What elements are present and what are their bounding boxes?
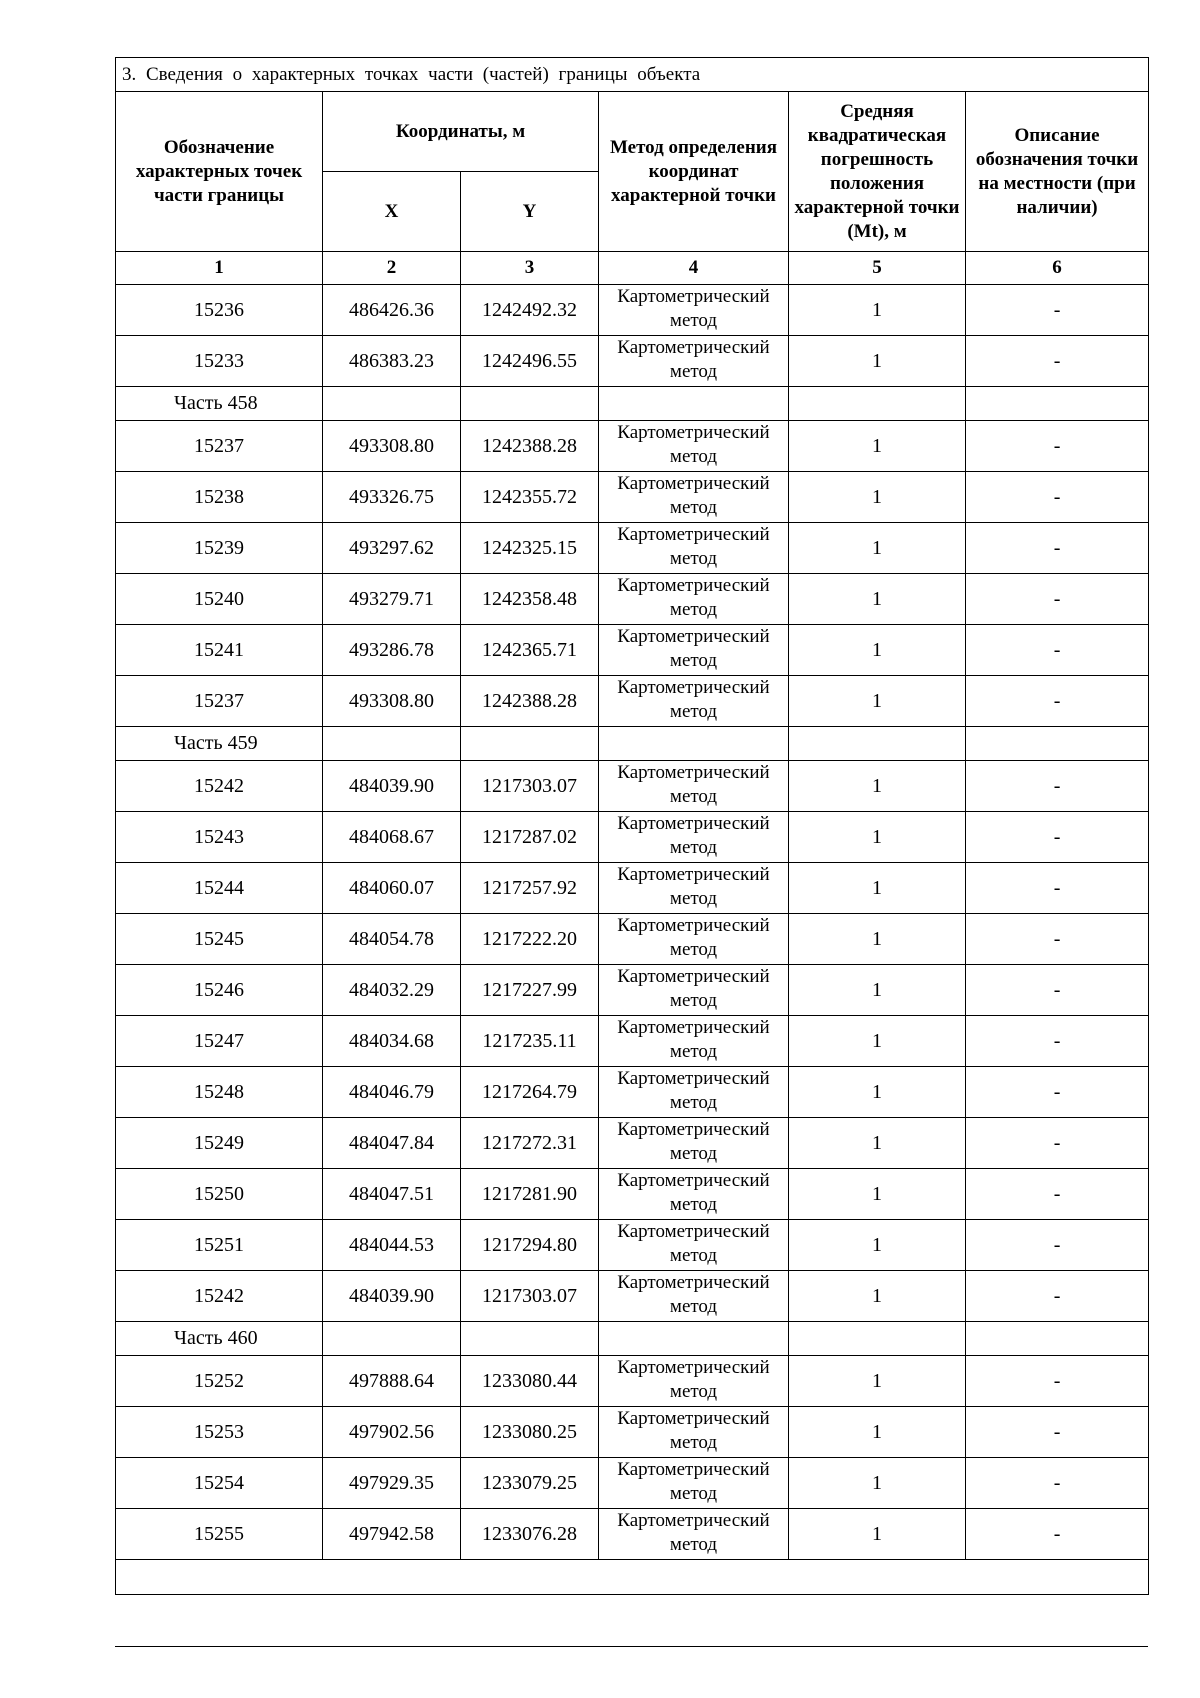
y-coordinate-cell: 1233080.44 [461, 1356, 599, 1407]
method-line: метод [669, 1432, 718, 1453]
x-coordinate-cell: 497888.64 [323, 1356, 461, 1407]
method-line: метод [669, 837, 718, 858]
x-coordinate-cell: 484039.90 [323, 1271, 461, 1322]
table-row [116, 1458, 1149, 1509]
method-cell [599, 761, 789, 812]
method-line: метод [669, 1381, 718, 1402]
table-row [116, 863, 1149, 914]
description-cell: - [966, 1509, 1149, 1560]
method-line: метод [669, 1483, 718, 1504]
y-coordinate-cell: 1217303.07 [461, 761, 599, 812]
point-id-cell: 15253 [116, 1407, 323, 1458]
table-caption: 3. Сведения о характерных точках части (частей) границы объекта [116, 58, 1149, 92]
method-line: Картометрический [617, 1510, 770, 1531]
table-row [116, 1169, 1149, 1220]
y-coordinate-cell: 1217281.90 [461, 1169, 599, 1220]
description-cell: - [966, 574, 1149, 625]
part-empty-cell [461, 727, 599, 761]
method-cell [599, 1509, 789, 1560]
method-cell [599, 1458, 789, 1509]
point-id-cell: 15249 [116, 1118, 323, 1169]
part-empty-cell [323, 387, 461, 421]
header-method: Метод определения координат характерной точки [599, 92, 789, 252]
method-line: Картометрический [617, 286, 770, 307]
header-description: Описание обозначения точки на местности (при наличии) [966, 92, 1149, 252]
method-line: Картометрический [617, 1119, 770, 1140]
method-line: метод [669, 599, 718, 620]
part-empty-cell [599, 1322, 789, 1356]
column-number: 1 [116, 252, 323, 285]
empty-row [116, 1560, 1149, 1595]
table-row [116, 285, 1149, 336]
description-cell: - [966, 965, 1149, 1016]
description-cell: - [966, 761, 1149, 812]
part-empty-cell [323, 1322, 461, 1356]
mean-error-cell: 1 [789, 965, 966, 1016]
method-line: метод [669, 548, 718, 569]
point-id-cell: 15255 [116, 1509, 323, 1560]
description-cell: - [966, 676, 1149, 727]
y-coordinate-cell: 1242365.71 [461, 625, 599, 676]
header-point-designation: Обозначение характерных точек части границы [116, 92, 323, 252]
method-line: метод [669, 1092, 718, 1113]
point-id-cell: 15246 [116, 965, 323, 1016]
x-coordinate-cell: 493308.80 [323, 421, 461, 472]
part-empty-cell [599, 727, 789, 761]
part-row [116, 1322, 1149, 1356]
empty-cell [116, 1560, 1149, 1595]
x-coordinate-cell: 484039.90 [323, 761, 461, 812]
part-empty-cell [966, 727, 1149, 761]
x-coordinate-cell: 493326.75 [323, 472, 461, 523]
method-line: Картометрический [617, 813, 770, 834]
method-line: метод [669, 1245, 718, 1266]
x-coordinate-cell: 493308.80 [323, 676, 461, 727]
y-coordinate-cell: 1242492.32 [461, 285, 599, 336]
table-row [116, 625, 1149, 676]
part-label: Часть 459 [116, 727, 323, 761]
x-coordinate-cell: 484047.51 [323, 1169, 461, 1220]
method-cell [599, 863, 789, 914]
table-row [116, 421, 1149, 472]
x-coordinate-cell: 497902.56 [323, 1407, 461, 1458]
y-coordinate-cell: 1242358.48 [461, 574, 599, 625]
method-cell [599, 421, 789, 472]
y-coordinate-cell: 1242496.55 [461, 336, 599, 387]
method-line: Картометрический [617, 575, 770, 596]
table-row [116, 914, 1149, 965]
part-empty-cell [461, 387, 599, 421]
method-cell [599, 914, 789, 965]
method-line: Картометрический [617, 1170, 770, 1191]
table-row [116, 472, 1149, 523]
method-line: Картометрический [617, 524, 770, 545]
y-coordinate-cell: 1242325.15 [461, 523, 599, 574]
header-x: X [323, 172, 461, 252]
table-row [116, 1356, 1149, 1407]
method-cell [599, 1407, 789, 1458]
method-line: метод [669, 446, 718, 467]
header-y: Y [461, 172, 599, 252]
method-line: метод [669, 310, 718, 331]
y-coordinate-cell: 1217303.07 [461, 1271, 599, 1322]
x-coordinate-cell: 497929.35 [323, 1458, 461, 1509]
x-coordinate-cell: 486383.23 [323, 336, 461, 387]
column-number: 3 [461, 252, 599, 285]
point-id-cell: 15243 [116, 812, 323, 863]
description-cell: - [966, 1067, 1149, 1118]
y-coordinate-cell: 1233076.28 [461, 1509, 599, 1560]
y-coordinate-cell: 1242388.28 [461, 676, 599, 727]
mean-error-cell: 1 [789, 1169, 966, 1220]
method-cell [599, 1016, 789, 1067]
y-coordinate-cell: 1233080.25 [461, 1407, 599, 1458]
method-cell [599, 965, 789, 1016]
y-coordinate-cell: 1217235.11 [461, 1016, 599, 1067]
method-line: метод [669, 990, 718, 1011]
mean-error-cell: 1 [789, 336, 966, 387]
description-cell: - [966, 285, 1149, 336]
mean-error-cell: 1 [789, 285, 966, 336]
point-id-cell: 15237 [116, 676, 323, 727]
table-row [116, 965, 1149, 1016]
footer-rule [115, 1646, 1148, 1647]
point-id-cell: 15254 [116, 1458, 323, 1509]
table-row [116, 1118, 1149, 1169]
method-line: Картометрический [617, 762, 770, 783]
method-cell [599, 1271, 789, 1322]
x-coordinate-cell: 493297.62 [323, 523, 461, 574]
method-line: метод [669, 786, 718, 807]
mean-error-cell: 1 [789, 761, 966, 812]
table-row [116, 1271, 1149, 1322]
mean-error-cell: 1 [789, 914, 966, 965]
point-id-cell: 15239 [116, 523, 323, 574]
description-cell: - [966, 863, 1149, 914]
part-empty-cell [323, 727, 461, 761]
method-line: Картометрический [617, 1272, 770, 1293]
x-coordinate-cell: 484047.84 [323, 1118, 461, 1169]
method-cell [599, 1118, 789, 1169]
y-coordinate-cell: 1242355.72 [461, 472, 599, 523]
table-row [116, 574, 1149, 625]
point-id-cell: 15250 [116, 1169, 323, 1220]
table-row [116, 761, 1149, 812]
method-line: метод [669, 1296, 718, 1317]
point-id-cell: 15240 [116, 574, 323, 625]
method-line: Картометрический [617, 1408, 770, 1429]
method-line: метод [669, 1143, 718, 1164]
table-row [116, 523, 1149, 574]
mean-error-cell: 1 [789, 863, 966, 914]
column-number: 5 [789, 252, 966, 285]
method-line: Картометрический [617, 864, 770, 885]
description-cell: - [966, 472, 1149, 523]
y-coordinate-cell: 1217222.20 [461, 914, 599, 965]
point-id-cell: 15252 [116, 1356, 323, 1407]
method-line: метод [669, 939, 718, 960]
point-id-cell: 15236 [116, 285, 323, 336]
method-line: Картометрический [617, 1221, 770, 1242]
point-id-cell: 15237 [116, 421, 323, 472]
description-cell: - [966, 914, 1149, 965]
method-line: Картометрический [617, 1017, 770, 1038]
method-cell [599, 625, 789, 676]
x-coordinate-cell: 484068.67 [323, 812, 461, 863]
method-cell [599, 676, 789, 727]
point-id-cell: 15242 [116, 1271, 323, 1322]
part-label: Часть 460 [116, 1322, 323, 1356]
part-empty-cell [599, 387, 789, 421]
mean-error-cell: 1 [789, 812, 966, 863]
method-line: Картометрический [617, 1068, 770, 1089]
method-line: Картометрический [617, 1357, 770, 1378]
mean-error-cell: 1 [789, 1016, 966, 1067]
description-cell: - [966, 1016, 1149, 1067]
description-cell: - [966, 1458, 1149, 1509]
method-line: Картометрический [617, 1459, 770, 1480]
description-cell: - [966, 1271, 1149, 1322]
method-cell [599, 574, 789, 625]
document-sheet [115, 57, 1148, 1595]
y-coordinate-cell: 1217264.79 [461, 1067, 599, 1118]
mean-error-cell: 1 [789, 625, 966, 676]
method-line: Картометрический [617, 337, 770, 358]
part-label: Часть 458 [116, 387, 323, 421]
table-body [116, 285, 1149, 1560]
part-empty-cell [461, 1322, 599, 1356]
mean-error-cell: 1 [789, 1509, 966, 1560]
part-empty-cell [789, 1322, 966, 1356]
method-cell [599, 1169, 789, 1220]
mean-error-cell: 1 [789, 1458, 966, 1509]
description-cell: - [966, 1220, 1149, 1271]
method-line: метод [669, 701, 718, 722]
method-line: Картометрический [617, 677, 770, 698]
x-coordinate-cell: 484060.07 [323, 863, 461, 914]
x-coordinate-cell: 484032.29 [323, 965, 461, 1016]
point-id-cell: 15247 [116, 1016, 323, 1067]
method-cell [599, 1220, 789, 1271]
mean-error-cell: 1 [789, 421, 966, 472]
method-cell [599, 1067, 789, 1118]
header-coordinates: Координаты, м [323, 92, 599, 172]
table-row [116, 336, 1149, 387]
x-coordinate-cell: 484054.78 [323, 914, 461, 965]
point-id-cell: 15245 [116, 914, 323, 965]
method-cell [599, 523, 789, 574]
point-id-cell: 15233 [116, 336, 323, 387]
part-empty-cell [966, 1322, 1149, 1356]
method-line: метод [669, 1194, 718, 1215]
table-row [116, 1220, 1149, 1271]
mean-error-cell: 1 [789, 1067, 966, 1118]
mean-error-cell: 1 [789, 523, 966, 574]
x-coordinate-cell: 493286.78 [323, 625, 461, 676]
method-cell [599, 812, 789, 863]
mean-error-cell: 1 [789, 676, 966, 727]
boundary-points-table [115, 57, 1149, 1595]
part-empty-cell [789, 727, 966, 761]
description-cell: - [966, 1169, 1149, 1220]
mean-error-cell: 1 [789, 1118, 966, 1169]
method-line: Картометрический [617, 626, 770, 647]
x-coordinate-cell: 484046.79 [323, 1067, 461, 1118]
method-line: метод [669, 650, 718, 671]
method-cell [599, 285, 789, 336]
point-id-cell: 15248 [116, 1067, 323, 1118]
x-coordinate-cell: 486426.36 [323, 285, 461, 336]
method-line: метод [669, 1534, 718, 1555]
y-coordinate-cell: 1217294.80 [461, 1220, 599, 1271]
y-coordinate-cell: 1217227.99 [461, 965, 599, 1016]
description-cell: - [966, 523, 1149, 574]
mean-error-cell: 1 [789, 574, 966, 625]
method-line: Картометрический [617, 966, 770, 987]
method-cell [599, 1356, 789, 1407]
point-id-cell: 15238 [116, 472, 323, 523]
point-id-cell: 15242 [116, 761, 323, 812]
y-coordinate-cell: 1233079.25 [461, 1458, 599, 1509]
point-id-cell: 15241 [116, 625, 323, 676]
description-cell: - [966, 421, 1149, 472]
table-row [116, 812, 1149, 863]
description-cell: - [966, 625, 1149, 676]
y-coordinate-cell: 1217257.92 [461, 863, 599, 914]
y-coordinate-cell: 1217272.31 [461, 1118, 599, 1169]
part-empty-cell [966, 387, 1149, 421]
point-id-cell: 15251 [116, 1220, 323, 1271]
column-number: 2 [323, 252, 461, 285]
table-row [116, 1407, 1149, 1458]
method-line: метод [669, 497, 718, 518]
table-row [116, 1509, 1149, 1560]
description-cell: - [966, 812, 1149, 863]
description-cell: - [966, 1356, 1149, 1407]
part-empty-cell [789, 387, 966, 421]
description-cell: - [966, 1407, 1149, 1458]
method-line: метод [669, 361, 718, 382]
header-mean-error: Средняя квадратическая погрешность положения характерной точки (Mt), м [789, 92, 966, 252]
method-line: метод [669, 888, 718, 909]
x-coordinate-cell: 484034.68 [323, 1016, 461, 1067]
mean-error-cell: 1 [789, 1407, 966, 1458]
column-number: 4 [599, 252, 789, 285]
column-number: 6 [966, 252, 1149, 285]
mean-error-cell: 1 [789, 472, 966, 523]
method-cell [599, 336, 789, 387]
y-coordinate-cell: 1217287.02 [461, 812, 599, 863]
mean-error-cell: 1 [789, 1271, 966, 1322]
table-row [116, 676, 1149, 727]
x-coordinate-cell: 484044.53 [323, 1220, 461, 1271]
method-line: метод [669, 1041, 718, 1062]
method-cell [599, 472, 789, 523]
method-line: Картометрический [617, 473, 770, 494]
mean-error-cell: 1 [789, 1220, 966, 1271]
part-row [116, 387, 1149, 421]
method-line: Картометрический [617, 422, 770, 443]
point-id-cell: 15244 [116, 863, 323, 914]
y-coordinate-cell: 1242388.28 [461, 421, 599, 472]
x-coordinate-cell: 497942.58 [323, 1509, 461, 1560]
description-cell: - [966, 1118, 1149, 1169]
description-cell: - [966, 336, 1149, 387]
x-coordinate-cell: 493279.71 [323, 574, 461, 625]
part-row [116, 727, 1149, 761]
method-line: Картометрический [617, 915, 770, 936]
table-row [116, 1067, 1149, 1118]
mean-error-cell: 1 [789, 1356, 966, 1407]
table-row [116, 1016, 1149, 1067]
column-number-row [116, 252, 1149, 285]
